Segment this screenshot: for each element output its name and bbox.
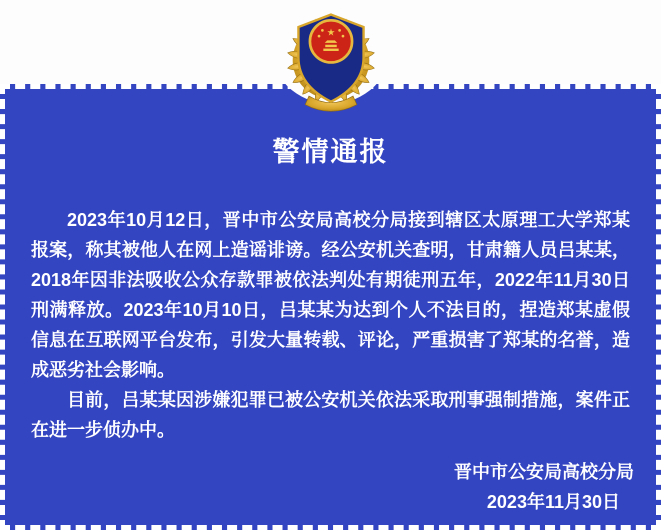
police-badge-icon [283, 5, 379, 118]
notice-title: 警情通报 [272, 137, 389, 167]
issue-date: 2023年11月30日 [486, 492, 620, 512]
badge-tiananmen-icon [323, 40, 338, 51]
signature-block [5, 457, 634, 517]
badge-star-icon: ★ [326, 27, 336, 39]
notice-panel [0, 84, 661, 530]
issuer-signature: 晋中市公安局高校分局 [454, 462, 634, 482]
notice-body [31, 205, 630, 445]
notice-paragraph-2: 目前，吕某某因涉嫌犯罪已被公安机关依法采取刑事强制措施，案件正在进一步侦办中。 [31, 390, 630, 440]
notice-paragraph-1: 2023年10月12日，晋中市公安局高校分局接到辖区太原理工大学郑某报案，称其被他人在网上造谣诽谤。经公安机关查明，甘肃籍人员吕某某，2018年因非法吸收公众存款罪被依法判处有期徒刑五年，2022年11月30日刑满释放。2023年10月10日，吕某某为达到个人不法目的，捏造郑某虚假信息在互联网平台发布，引发大量转载、评论，严重损害了郑某的名誉，造成恶劣社会影响。 [31, 210, 630, 380]
